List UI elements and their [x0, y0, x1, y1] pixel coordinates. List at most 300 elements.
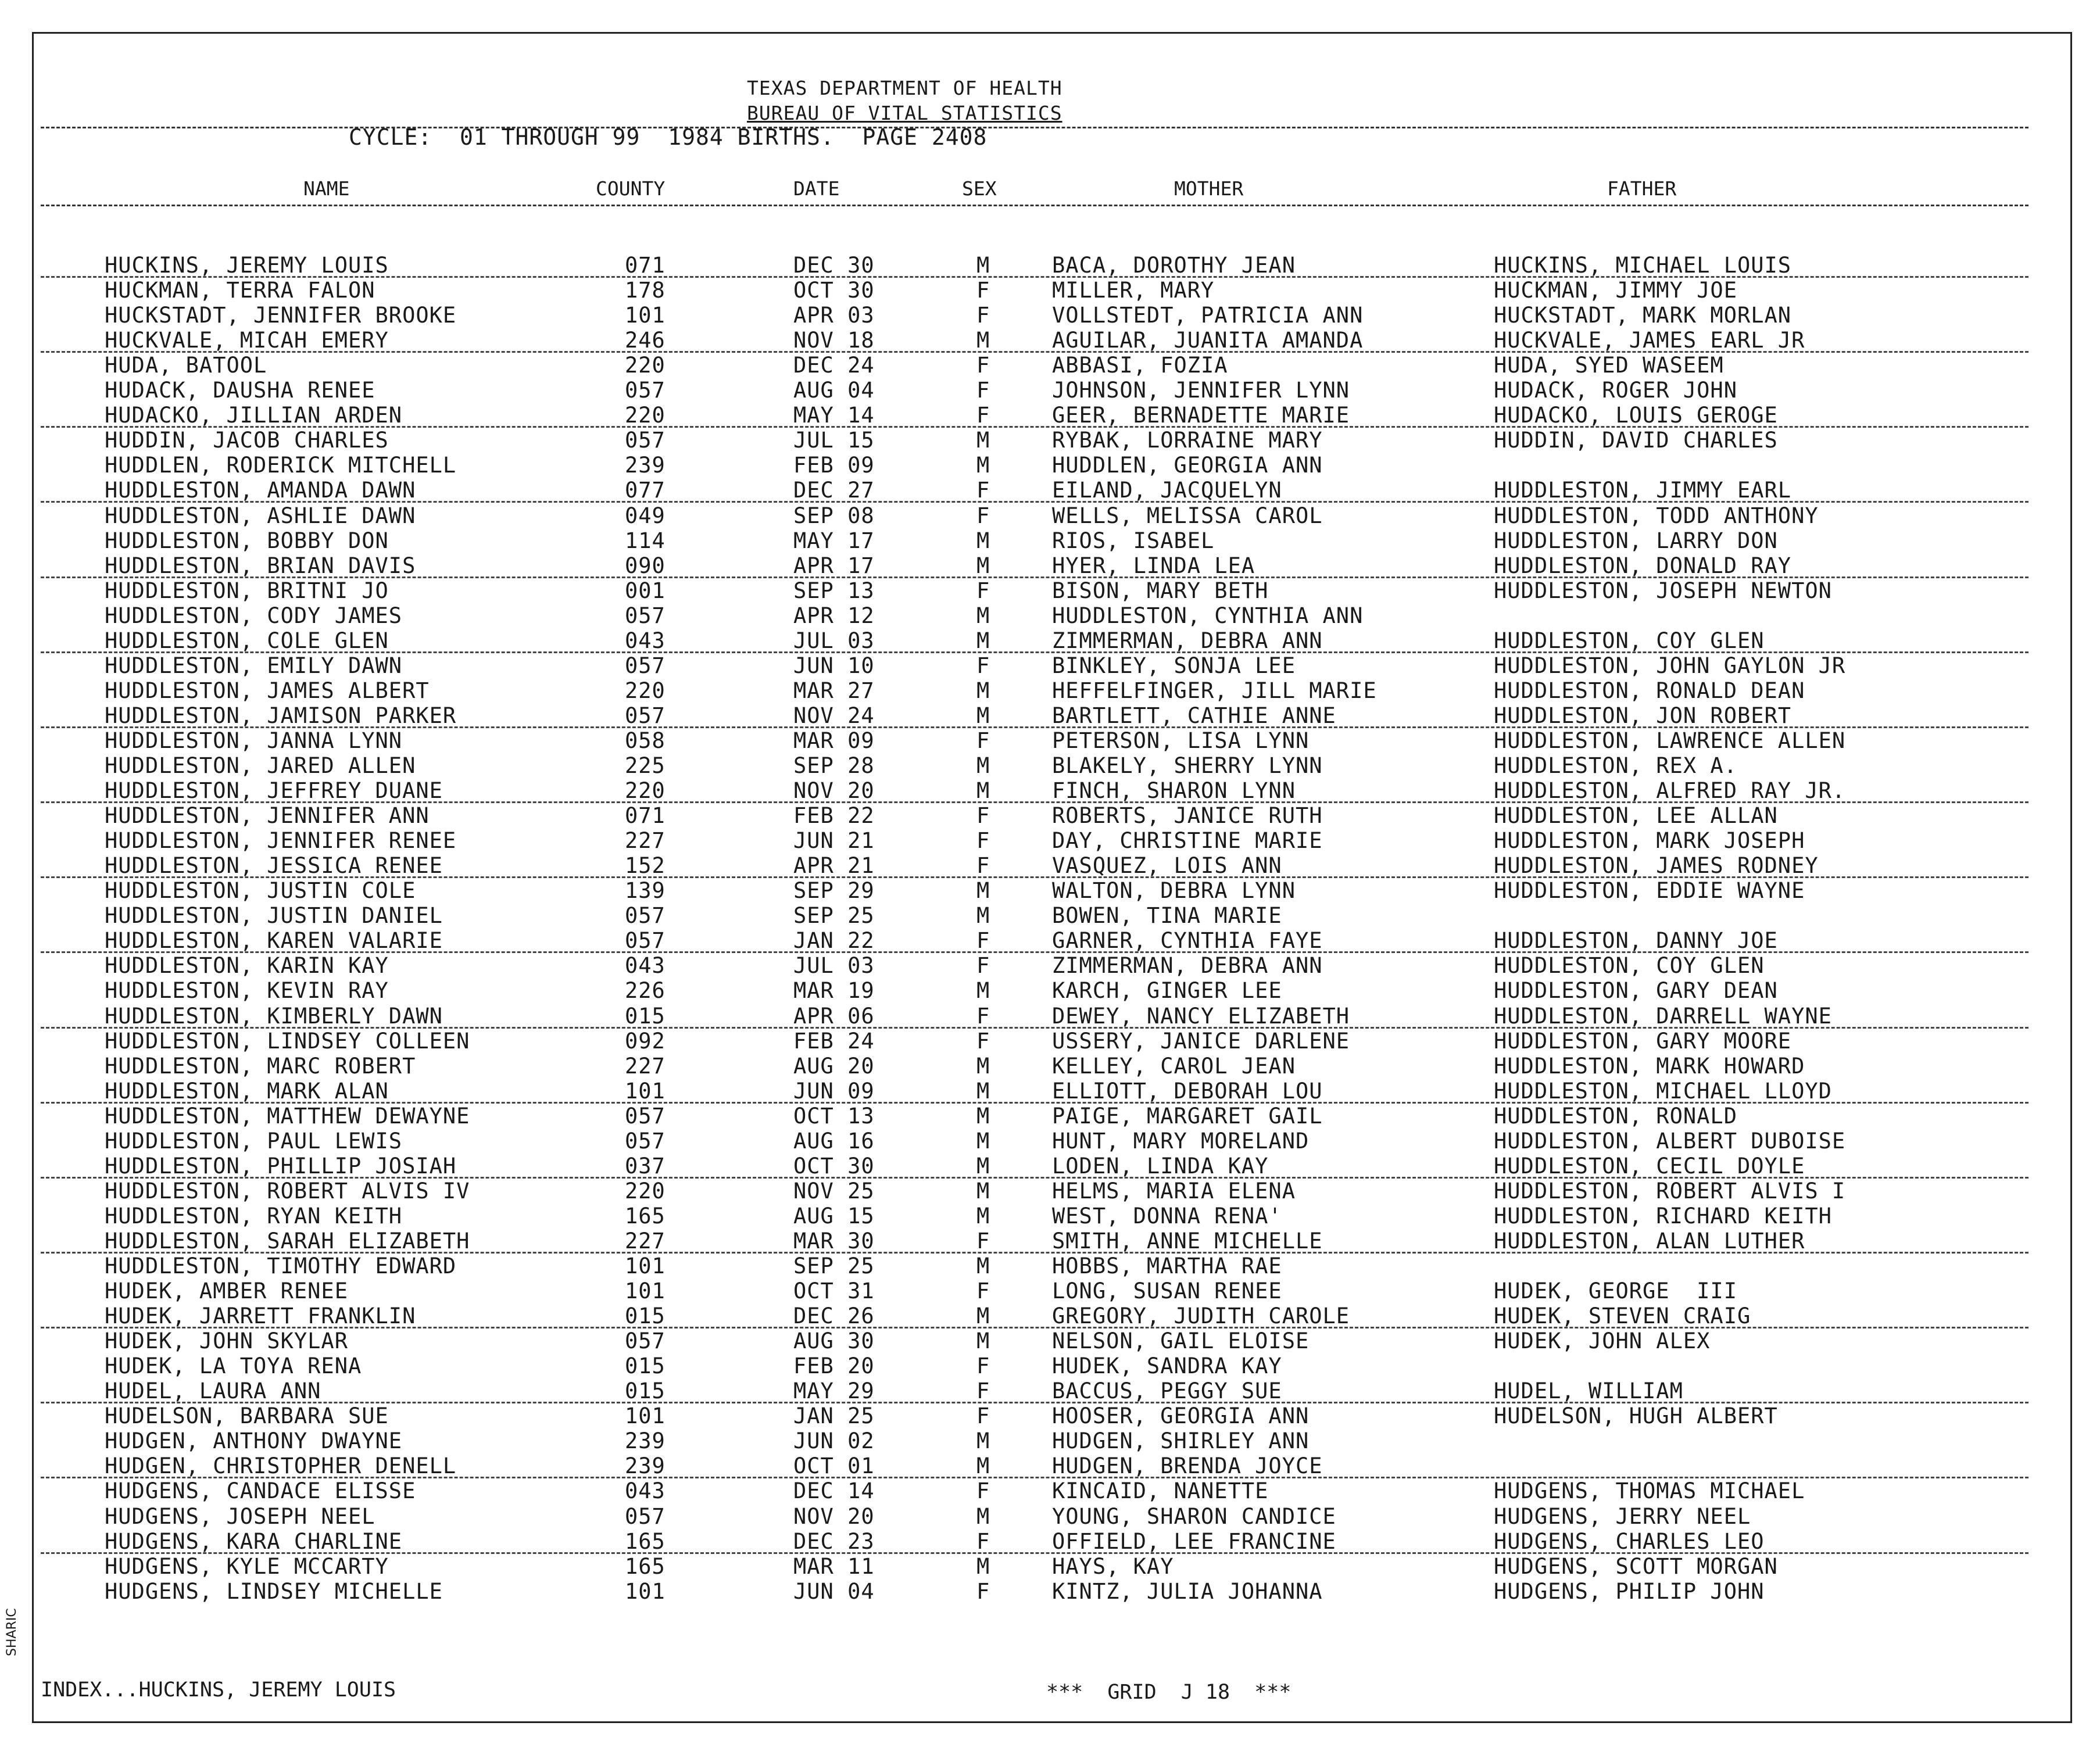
table-row	[0, 778, 2100, 803]
date-cell: SEP 29	[793, 878, 875, 904]
date-cell: JUL 03	[793, 628, 875, 653]
sex-cell: M	[976, 703, 990, 728]
county-cell: 152	[625, 853, 666, 879]
name-cell: HUDEK, LA TOYA RENA	[105, 1353, 362, 1379]
date-cell: AUG 04	[793, 378, 875, 403]
date-cell: DEC 26	[793, 1303, 875, 1329]
father-cell: HUDDLESTON, DARRELL WAYNE	[1494, 1003, 1832, 1029]
table-row	[0, 278, 2100, 303]
name-cell: HUDEL, LAURA ANN	[105, 1378, 321, 1404]
father-cell: HUDDIN, DAVID CHARLES	[1494, 428, 1778, 453]
date-cell: DEC 23	[793, 1528, 875, 1554]
county-cell: 101	[625, 1254, 666, 1279]
date-cell: JUL 03	[793, 953, 875, 979]
name-cell: HUDDIN, JACOB CHARLES	[105, 428, 389, 453]
sex-cell: M	[976, 1254, 990, 1279]
mother-cell: OFFIELD, LEE FRANCINE	[1052, 1528, 1336, 1554]
father-cell: HUDGENS, PHILIP JOHN	[1494, 1578, 1765, 1604]
name-cell: HUDDLESTON, KIMBERLY DAWN	[105, 1003, 443, 1029]
mother-cell: KINCAID, NANETTE	[1052, 1478, 1269, 1504]
father-cell: HUDDLESTON, JOHN GAYLON JR	[1494, 653, 1846, 678]
sex-cell: M	[976, 328, 990, 353]
table-row	[0, 353, 2100, 378]
father-cell: HUDDLESTON, RONALD	[1494, 1103, 1737, 1129]
mother-cell: ZIMMERMAN, DEBRA ANN	[1052, 953, 1323, 979]
father-cell: HUDDLESTON, ROBERT ALVIS I	[1494, 1178, 1846, 1204]
county-cell: 092	[625, 1028, 666, 1054]
father-cell: HUDDLESTON, GARY DEAN	[1494, 978, 1778, 1004]
date-cell: DEC 14	[793, 1478, 875, 1504]
father-cell: HUDEK, GEORGE III	[1494, 1279, 1737, 1304]
name-cell: HUDDLESTON, KAREN VALARIE	[105, 928, 443, 954]
mother-cell: RYBAK, LORRAINE MARY	[1052, 428, 1323, 453]
mother-cell: ABBASI, FOZIA	[1052, 353, 1228, 378]
name-cell: HUDDLESTON, BRITNI JO	[105, 578, 389, 603]
table-row	[0, 1328, 2100, 1353]
name-cell: HUDDLESTON, JENNIFER RENEE	[105, 828, 457, 854]
sex-cell: M	[976, 1103, 990, 1129]
mother-cell: MILLER, MARY	[1052, 278, 1215, 303]
date-cell: JAN 22	[793, 928, 875, 954]
mother-cell: WELLS, MELISSA CAROL	[1052, 503, 1323, 528]
father-cell: HUCKVALE, JAMES EARL JR	[1494, 328, 1805, 353]
table-row	[0, 303, 2100, 328]
name-cell: HUDDLESTON, JESSICA RENEE	[105, 853, 443, 879]
father-cell: HUDDLESTON, RICHARD KEITH	[1494, 1203, 1832, 1229]
table-row	[0, 853, 2100, 878]
table-row	[0, 1378, 2100, 1403]
county-cell: 101	[625, 1578, 666, 1604]
sex-cell: M	[976, 1178, 990, 1204]
mother-cell: BINKLEY, SONJA LEE	[1052, 653, 1296, 678]
county-cell: 239	[625, 1428, 666, 1454]
table-row	[0, 953, 2100, 978]
date-cell: OCT 13	[793, 1103, 875, 1129]
sex-cell: F	[976, 803, 990, 829]
name-cell: HUDGENS, CANDACE ELISSE	[105, 1478, 416, 1504]
date-cell: MAR 30	[793, 1228, 875, 1254]
name-cell: HUDDLESTON, MATTHEW DEWAYNE	[105, 1103, 470, 1129]
mother-cell: BARTLETT, CATHIE ANNE	[1052, 703, 1336, 728]
mother-cell: GEER, BERNADETTE MARIE	[1052, 403, 1350, 428]
sex-cell: F	[976, 1003, 990, 1029]
date-cell: MAY 17	[793, 528, 875, 553]
father-cell: HUDDLESTON, MICHAEL LLOYD	[1494, 1078, 1832, 1104]
county-cell: 071	[625, 253, 666, 278]
county-cell: 015	[625, 1303, 666, 1329]
father-cell: HUDDLESTON, JON ROBERT	[1494, 703, 1792, 728]
sex-cell: F	[976, 928, 990, 954]
sex-cell: F	[976, 728, 990, 753]
sex-cell: M	[976, 1453, 990, 1479]
table-row	[0, 728, 2100, 753]
sex-cell: M	[976, 778, 990, 804]
date-cell: JUN 10	[793, 653, 875, 678]
table-row	[0, 978, 2100, 1003]
county-cell: 239	[625, 453, 666, 478]
sex-cell: F	[976, 353, 990, 378]
table-row	[0, 578, 2100, 603]
name-cell: HUDGEN, CHRISTOPHER DENELL	[105, 1453, 457, 1479]
table-row	[0, 1303, 2100, 1328]
column-header-rule	[41, 205, 2029, 206]
table-row	[0, 1428, 2100, 1453]
date-cell: OCT 31	[793, 1279, 875, 1304]
date-cell: JUN 21	[793, 828, 875, 854]
sex-cell: M	[976, 753, 990, 778]
date-cell: NOV 24	[793, 703, 875, 728]
sex-cell: M	[976, 1503, 990, 1529]
mother-cell: KELLEY, CAROL JEAN	[1052, 1053, 1296, 1079]
mother-cell: HEFFELFINGER, JILL MARIE	[1052, 678, 1377, 703]
sex-cell: F	[976, 578, 990, 603]
table-row	[0, 528, 2100, 553]
county-cell: 226	[625, 978, 666, 1004]
table-row	[0, 703, 2100, 728]
county-cell: 037	[625, 1153, 666, 1179]
date-cell: FEB 20	[793, 1353, 875, 1379]
date-cell: MAY 14	[793, 403, 875, 428]
sex-cell: M	[976, 528, 990, 553]
father-cell: HUDDLESTON, LAWRENCE ALLEN	[1494, 728, 1846, 753]
sex-cell: F	[976, 1578, 990, 1604]
mother-cell: VASQUEZ, LOIS ANN	[1052, 853, 1282, 879]
county-cell: 220	[625, 778, 666, 804]
county-cell: 057	[625, 928, 666, 954]
table-row	[0, 1279, 2100, 1303]
mother-cell: GARNER, CYNTHIA FAYE	[1052, 928, 1323, 954]
date-cell: SEP 25	[793, 1254, 875, 1279]
table-row	[0, 828, 2100, 853]
mother-cell: HUDDLEN, GEORGIA ANN	[1052, 453, 1323, 478]
mother-cell: HOOSER, GEORGIA ANN	[1052, 1403, 1310, 1429]
table-row	[0, 1229, 2100, 1254]
mother-cell: HUNT, MARY MORELAND	[1052, 1128, 1310, 1154]
sex-cell: F	[976, 1528, 990, 1554]
side-label: SHARIC	[5, 1608, 19, 1656]
name-cell: HUDDLESTON, LINDSEY COLLEEN	[105, 1028, 470, 1054]
mother-cell: NELSON, GAIL ELOISE	[1052, 1328, 1310, 1354]
date-cell: SEP 25	[793, 903, 875, 929]
father-cell: HUDGENS, SCOTT MORGAN	[1494, 1553, 1778, 1579]
table-row	[0, 1453, 2100, 1478]
sex-cell: F	[976, 1478, 990, 1504]
name-cell: HUDEK, AMBER RENEE	[105, 1279, 348, 1304]
date-cell: DEC 24	[793, 353, 875, 378]
name-cell: HUDDLESTON, ROBERT ALVIS IV	[105, 1178, 470, 1204]
date-cell: MAR 09	[793, 728, 875, 753]
father-cell: HUDGENS, THOMAS MICHAEL	[1494, 1478, 1805, 1504]
father-cell: HUDDLESTON, CECIL DOYLE	[1494, 1153, 1805, 1179]
county-cell: 220	[625, 353, 666, 378]
sex-cell: M	[976, 1328, 990, 1354]
sex-cell: M	[976, 678, 990, 703]
name-cell: HUDGENS, KYLE MCCARTY	[105, 1553, 389, 1579]
date-cell: JUN 09	[793, 1078, 875, 1104]
sex-cell: M	[976, 1428, 990, 1454]
county-cell: 101	[625, 1403, 666, 1429]
father-cell: HUDDLESTON, JOSEPH NEWTON	[1494, 578, 1832, 603]
table-row	[0, 1353, 2100, 1378]
table-row	[0, 1554, 2100, 1579]
name-cell: HUDGENS, KARA CHARLINE	[105, 1528, 403, 1554]
county-cell: 071	[625, 803, 666, 829]
county-cell: 165	[625, 1528, 666, 1554]
county-cell: 057	[625, 703, 666, 728]
county-cell: 057	[625, 1128, 666, 1154]
name-cell: HUDDLESTON, BRIAN DAVIS	[105, 553, 416, 578]
table-row	[0, 1403, 2100, 1428]
date-cell: AUG 15	[793, 1203, 875, 1229]
col-name-header: NAME	[303, 177, 350, 200]
mother-cell: USSERY, JANICE DARLENE	[1052, 1028, 1350, 1054]
county-cell: 246	[625, 328, 666, 353]
county-cell: 057	[625, 1103, 666, 1129]
mother-cell: BACA, DOROTHY JEAN	[1052, 253, 1296, 278]
father-cell: HUDDLESTON, JAMES RODNEY	[1494, 853, 1819, 879]
name-cell: HUDDLESTON, BOBBY DON	[105, 528, 389, 553]
mother-cell: LONG, SUSAN RENEE	[1052, 1279, 1282, 1304]
table-row	[0, 1104, 2100, 1129]
father-cell: HUDACKO, LOUIS GEROGE	[1494, 403, 1778, 428]
name-cell: HUCKSTADT, JENNIFER BROOKE	[105, 303, 457, 328]
name-cell: HUDDLESTON, JUSTIN COLE	[105, 878, 416, 904]
county-cell: 220	[625, 403, 666, 428]
sex-cell: M	[976, 253, 990, 278]
table-row	[0, 1529, 2100, 1554]
father-cell: HUDDLESTON, LARRY DON	[1494, 528, 1778, 553]
county-cell: 015	[625, 1353, 666, 1379]
mother-cell: BLAKELY, SHERRY LYNN	[1052, 753, 1323, 778]
father-cell: HUDDLESTON, DONALD RAY	[1494, 553, 1792, 578]
county-cell: 057	[625, 603, 666, 628]
mother-cell: WEST, DONNA RENA'	[1052, 1203, 1282, 1229]
mother-cell: ELLIOTT, DEBORAH LOU	[1052, 1078, 1323, 1104]
father-cell: HUDDLESTON, GARY MOORE	[1494, 1028, 1792, 1054]
mother-cell: ZIMMERMAN, DEBRA ANN	[1052, 628, 1323, 653]
table-row	[0, 1079, 2100, 1104]
mother-cell: HOBBS, MARTHA RAE	[1052, 1254, 1282, 1279]
sex-cell: M	[976, 453, 990, 478]
date-cell: DEC 27	[793, 478, 875, 503]
mother-cell: RIOS, ISABEL	[1052, 528, 1215, 553]
dept-title: TEXAS DEPARTMENT OF HEALTH	[747, 77, 1062, 99]
father-cell: HUDDLESTON, REX A.	[1494, 753, 1737, 778]
date-cell: AUG 30	[793, 1328, 875, 1354]
father-cell: HUDDLESTON, ALFRED RAY JR.	[1494, 778, 1846, 804]
father-cell: HUCKMAN, JIMMY JOE	[1494, 278, 1737, 303]
county-cell: 015	[625, 1378, 666, 1404]
county-cell: 227	[625, 1228, 666, 1254]
sex-cell: F	[976, 303, 990, 328]
sex-cell: F	[976, 1279, 990, 1304]
sex-cell: F	[976, 1403, 990, 1429]
sex-cell: F	[976, 1378, 990, 1404]
sex-cell: F	[976, 278, 990, 303]
sex-cell: F	[976, 478, 990, 503]
name-cell: HUDDLESTON, EMILY DAWN	[105, 653, 403, 678]
county-cell: 057	[625, 1503, 666, 1529]
table-row	[0, 478, 2100, 503]
county-cell: 139	[625, 878, 666, 904]
sex-cell: F	[976, 953, 990, 979]
index-label: INDEX...HUCKINS, JEREMY LOUIS	[41, 1678, 396, 1702]
table-row	[0, 878, 2100, 903]
mother-cell: HELMS, MARIA ELENA	[1052, 1178, 1296, 1204]
table-row	[0, 678, 2100, 703]
sex-cell: F	[976, 653, 990, 678]
mother-cell: BACCUS, PEGGY SUE	[1052, 1378, 1282, 1404]
table-row	[0, 378, 2100, 403]
table-row	[0, 753, 2100, 778]
date-cell: OCT 30	[793, 278, 875, 303]
county-cell: 165	[625, 1553, 666, 1579]
date-cell: MAR 19	[793, 978, 875, 1004]
county-cell: 057	[625, 903, 666, 929]
county-cell: 227	[625, 1053, 666, 1079]
county-cell: 220	[625, 1178, 666, 1204]
table-row	[0, 803, 2100, 828]
county-cell: 058	[625, 728, 666, 753]
name-cell: HUDDLEN, RODERICK MITCHELL	[105, 453, 457, 478]
father-cell: HUDDLESTON, RONALD DEAN	[1494, 678, 1805, 703]
name-cell: HUDDLESTON, JARED ALLEN	[105, 753, 416, 778]
county-cell: 043	[625, 953, 666, 979]
sex-cell: F	[976, 1353, 990, 1379]
county-cell: 057	[625, 378, 666, 403]
name-cell: HUDDLESTON, CODY JAMES	[105, 603, 403, 628]
sex-cell: M	[976, 903, 990, 929]
name-cell: HUDDLESTON, PHILLIP JOSIAH	[105, 1153, 457, 1179]
name-cell: HUCKMAN, TERRA FALON	[105, 278, 375, 303]
father-cell: HUDDLESTON, EDDIE WAYNE	[1494, 878, 1805, 904]
sex-cell: F	[976, 503, 990, 528]
date-cell: JUN 04	[793, 1578, 875, 1604]
county-cell: 057	[625, 428, 666, 453]
col-sex-header: SEX	[962, 177, 997, 200]
mother-cell: VOLLSTEDT, PATRICIA ANN	[1052, 303, 1364, 328]
father-cell: HUCKINS, MICHAEL LOUIS	[1494, 253, 1792, 278]
sex-cell: M	[976, 603, 990, 628]
date-cell: NOV 20	[793, 778, 875, 804]
table-row	[0, 1254, 2100, 1279]
sex-cell: F	[976, 403, 990, 428]
date-cell: OCT 30	[793, 1153, 875, 1179]
mother-cell: KINTZ, JULIA JOHANNA	[1052, 1578, 1323, 1604]
sex-cell: M	[976, 1053, 990, 1079]
table-row	[0, 928, 2100, 953]
name-cell: HUDACK, DAUSHA RENEE	[105, 378, 375, 403]
county-cell: 178	[625, 278, 666, 303]
date-cell: APR 21	[793, 853, 875, 879]
table-row	[0, 1579, 2100, 1604]
table-row	[0, 1504, 2100, 1529]
table-row	[0, 428, 2100, 453]
county-cell: 165	[625, 1203, 666, 1229]
county-cell: 001	[625, 578, 666, 603]
date-cell: MAY 29	[793, 1378, 875, 1404]
name-cell: HUDDLESTON, KARIN KAY	[105, 953, 389, 979]
mother-cell: JOHNSON, JENNIFER LYNN	[1052, 378, 1350, 403]
name-cell: HUDDLESTON, ASHLIE DAWN	[105, 503, 416, 528]
county-cell: 220	[625, 678, 666, 703]
sex-cell: M	[976, 878, 990, 904]
date-cell: MAR 27	[793, 678, 875, 703]
name-cell: HUDDLESTON, RYAN KEITH	[105, 1203, 403, 1229]
date-cell: JUN 02	[793, 1428, 875, 1454]
father-cell: HUDDLESTON, MARK JOSEPH	[1494, 828, 1805, 854]
date-cell: FEB 22	[793, 803, 875, 829]
date-cell: AUG 16	[793, 1128, 875, 1154]
mother-cell: LODEN, LINDA KAY	[1052, 1153, 1269, 1179]
mother-cell: GREGORY, JUDITH CAROLE	[1052, 1303, 1350, 1329]
county-cell: 114	[625, 528, 666, 553]
col-county-header: COUNTY	[596, 177, 666, 200]
father-cell: HUDDLESTON, JIMMY EARL	[1494, 478, 1792, 503]
father-cell: HUDEK, JOHN ALEX	[1494, 1328, 1711, 1354]
sex-cell: M	[976, 628, 990, 653]
sex-cell: F	[976, 853, 990, 879]
father-cell: HUDDLESTON, ALAN LUTHER	[1494, 1228, 1805, 1254]
mother-cell: HUDGEN, BRENDA JOYCE	[1052, 1453, 1323, 1479]
sex-cell: M	[976, 1128, 990, 1154]
mother-cell: BOWEN, TINA MARIE	[1052, 903, 1282, 929]
table-row	[0, 628, 2100, 653]
sex-cell: M	[976, 428, 990, 453]
county-cell: 043	[625, 628, 666, 653]
date-cell: SEP 13	[793, 578, 875, 603]
col-father-header: FATHER	[1607, 177, 1677, 200]
mother-cell: DEWEY, NANCY ELIZABETH	[1052, 1003, 1350, 1029]
col-mother-header: MOTHER	[1174, 177, 1244, 200]
mother-cell: FINCH, SHARON LYNN	[1052, 778, 1296, 804]
sex-cell: M	[976, 978, 990, 1004]
table-row	[0, 1478, 2100, 1503]
mother-cell: HYER, LINDA LEA	[1052, 553, 1255, 578]
date-cell: NOV 25	[793, 1178, 875, 1204]
mother-cell: SMITH, ANNE MICHELLE	[1052, 1228, 1323, 1254]
grid-label: *** GRID J 18 ***	[1046, 1681, 1292, 1704]
table-row	[0, 253, 2100, 278]
date-cell: NOV 20	[793, 1503, 875, 1529]
mother-cell: HUDGEN, SHIRLEY ANN	[1052, 1428, 1310, 1454]
name-cell: HUDDLESTON, JUSTIN DANIEL	[105, 903, 443, 929]
name-cell: HUDDLESTON, JAMES ALBERT	[105, 678, 430, 703]
name-cell: HUDDLESTON, JENNIFER ANN	[105, 803, 430, 829]
table-row	[0, 1154, 2100, 1179]
county-cell: 057	[625, 653, 666, 678]
sex-cell: F	[976, 1228, 990, 1254]
sex-cell: M	[976, 1153, 990, 1179]
date-cell: APR 12	[793, 603, 875, 628]
father-cell: HUDACK, ROGER JOHN	[1494, 378, 1737, 403]
table-row	[0, 603, 2100, 628]
father-cell: HUDGENS, CHARLES LEO	[1494, 1528, 1765, 1554]
name-cell: HUCKVALE, MICAH EMERY	[105, 328, 389, 353]
date-cell: APR 17	[793, 553, 875, 578]
mother-cell: PETERSON, LISA LYNN	[1052, 728, 1310, 753]
county-cell: 090	[625, 553, 666, 578]
county-cell: 239	[625, 1453, 666, 1479]
name-cell: HUDGENS, LINDSEY MICHELLE	[105, 1578, 443, 1604]
county-cell: 043	[625, 1478, 666, 1504]
father-cell: HUDDLESTON, COY GLEN	[1494, 953, 1765, 979]
father-cell: HUDEK, STEVEN CRAIG	[1494, 1303, 1751, 1329]
father-cell: HUDDLESTON, TODD ANTHONY	[1494, 503, 1819, 528]
county-cell: 077	[625, 478, 666, 503]
name-cell: HUDA, BATOOL	[105, 353, 267, 378]
cycle-line: CYCLE: 01 THROUGH 99 1984 BIRTHS. PAGE 2408	[349, 124, 988, 150]
